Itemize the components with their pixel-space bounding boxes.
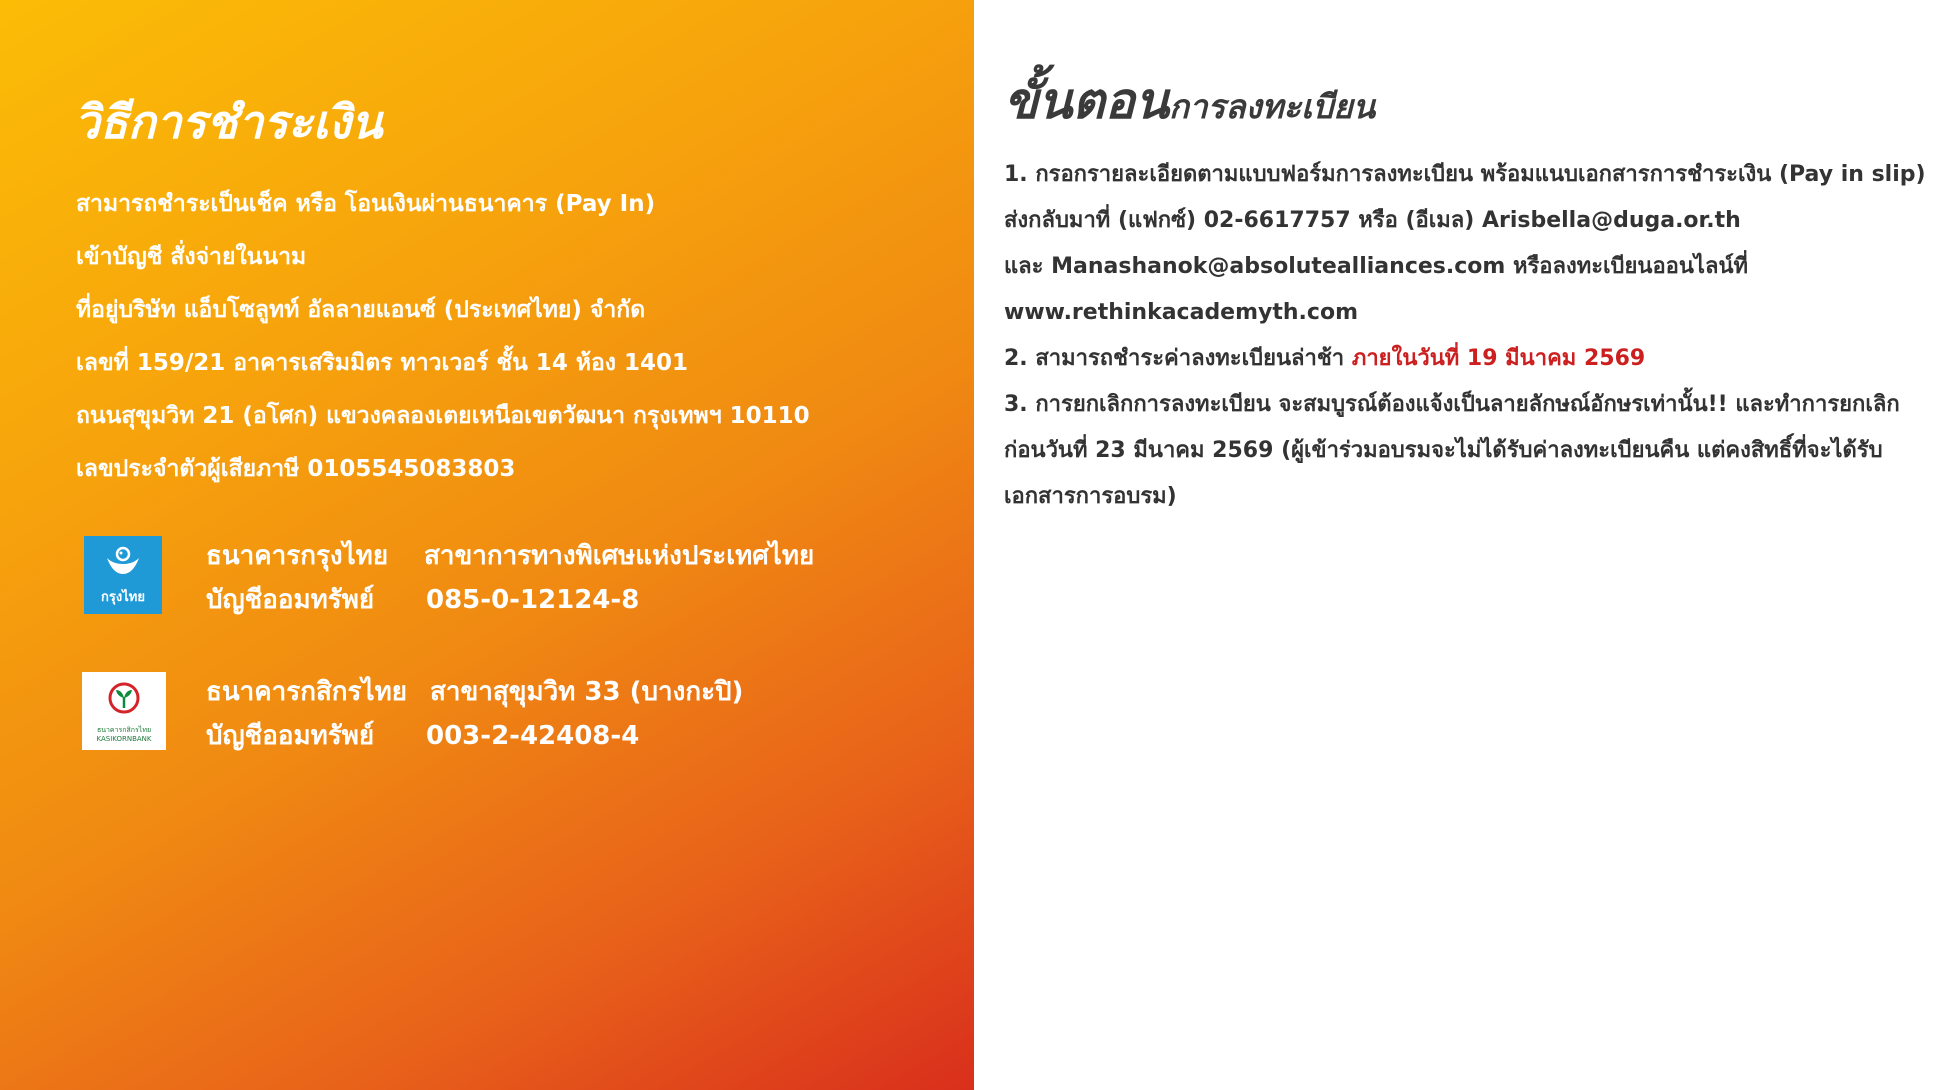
bank-name-row [206, 670, 744, 714]
bank-account-row [206, 714, 640, 758]
account-number: 003-2-42408-4 [426, 721, 640, 751]
step-line: ส่งกลับมาที่ (แฟกซ์) 02-6617757 หรือ (อีเมล) Arisbella@duga.or.th [1004, 208, 1741, 233]
registration-title [1004, 62, 1375, 141]
step-line: เอกสารการอบรม) [1004, 484, 1177, 509]
bank-branch: สาขาการทางพิเศษแห่งประเทศไทย [424, 541, 815, 571]
late-payment-deadline: ภายในวันที่ 19 มีนาคม 2569 [1351, 346, 1646, 371]
krungthai-bird-icon [103, 544, 143, 578]
krungthai-logo [84, 536, 162, 614]
account-type: บัญชีออมทรัพย์ [206, 721, 375, 751]
payment-line: เข้าบัญชี สั่งจ่ายในนาม [76, 244, 307, 270]
payment-line: ถนนสุขุมวิท 21 (อโศก) แขวงคลองเตยเหนือเขตวัฒนา กรุงเทพฯ 10110 [76, 403, 810, 429]
account-type: บัญชีออมทรัพย์ [206, 585, 375, 615]
step-line: 3. การยกเลิกการลงทะเบียน จะสมบูรณ์ต้องแจ้งเป็นลายลักษณ์อักษรเท่านั้น!! และทำการยกเลิก [1004, 392, 1900, 417]
registration-title-main: ขั้นตอน [1004, 72, 1170, 130]
krungthai-logo-text: กรุงไทย [101, 590, 145, 605]
registration-panel [974, 0, 1945, 1090]
step-line: ก่อนวันที่ 23 มีนาคม 2569 (ผู้เข้าร่วมอบรมจะไม่ได้รับค่าลงทะเบียนคืน แต่คงสิทธิ์ที่จะได้รับ [1004, 438, 1883, 463]
kasikorn-plant-icon [108, 682, 140, 714]
bank-name-row [206, 534, 815, 578]
registration-steps [1004, 152, 1926, 520]
bank-name: ธนาคารกรุงไทย [206, 541, 389, 571]
step-line: และ Manashanok@absolutealliances.com หรือลงทะเบียนออนไลน์ที่ [1004, 254, 1749, 279]
bank-entry-kbank [82, 668, 942, 764]
kasikorn-logo-text: ธนาคารกสิกรไทย KASIKORNBANK [96, 726, 152, 743]
bank-branch: สาขาสุขุมวิท 33 (บางกะปิ) [430, 677, 744, 707]
payment-line: สามารถชำระเป็นเช็ค หรือ โอนเงินผ่านธนาคาร (Pay In) [76, 191, 656, 217]
bank-entry-ktb [82, 532, 942, 628]
payment-line: ที่อยู่บริษัท แอ็บโซลูทท์ อัลลายแอนซ์ (ประเทศไทย) จำกัด [76, 297, 646, 323]
payment-line: เลขประจำตัวผู้เสียภาษี 0105545083803 [76, 456, 516, 482]
payment-title: วิธีการชำระเงิน [74, 95, 383, 149]
account-number: 085-0-12124-8 [426, 585, 640, 615]
payment-line: เลขที่ 159/21 อาคารเสริมมิตร ทาวเวอร์ ชั้น 14 ห้อง 1401 [76, 350, 689, 376]
kasikorn-logo [82, 672, 166, 750]
step-line: 2. สามารถชำระค่าลงทะเบียนล่าช้า ภายในวันที่ 19 มีนาคม 2569 [1004, 346, 1646, 371]
step-line: www.rethinkacademyth.com [1004, 300, 1358, 325]
bank-name: ธนาคารกสิกรไทย [206, 677, 407, 707]
registration-title-sub: การลงทะเบียน [1169, 87, 1376, 126]
bank-account-row [206, 578, 640, 622]
step-line: 1. กรอกรายละเอียดตามแบบฟอร์มการลงทะเบียน พร้อมแนบเอกสารการชำระเงิน (Pay in slip) [1004, 162, 1926, 187]
payment-details [76, 178, 810, 496]
